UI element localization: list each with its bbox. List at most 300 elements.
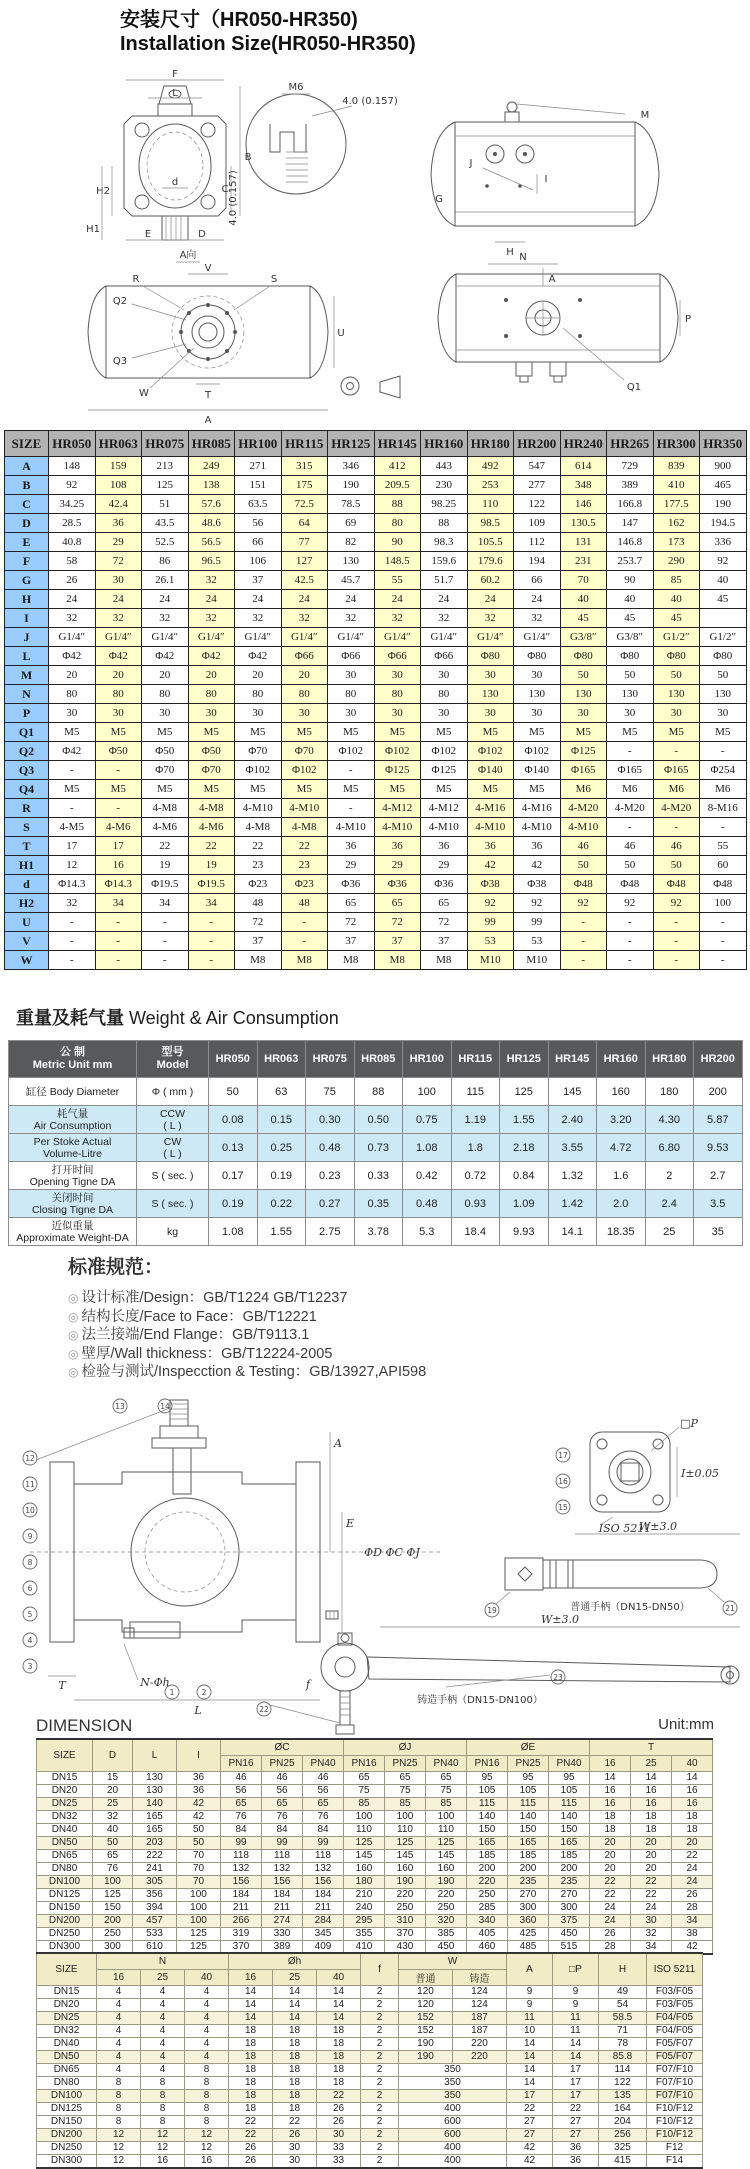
dim-value-cell: 125 [142,476,189,495]
dim1-value-cell: 24 [631,1902,672,1915]
dim-Q3: Q3 [112,356,128,367]
dim-valve-T: T [58,1679,66,1692]
dim-value-cell: 17 [49,837,96,856]
dim-value-cell: M5 [49,723,96,742]
dim1-sub-header: 16 [590,1756,631,1772]
dim-value-cell: 28.5 [49,514,96,533]
dim-value-cell: M5 [514,723,561,742]
dim1-value-cell: 25 [93,1798,133,1811]
size-column-header: HR085 [188,431,235,457]
dim1-value-cell: 533 [133,1928,177,1941]
dim1-value-cell: 75 [426,1785,467,1798]
dim-value-cell: Φ50 [142,742,189,761]
weight-value-cell: 88 [354,1078,403,1106]
dim-value-cell: 30 [49,704,96,723]
dim2-sub-header: 16 [97,1970,141,1986]
dim-value-cell: 24 [467,590,514,609]
part-balloon-9 [23,1529,37,1543]
dim1-value-cell: 100 [385,1811,426,1824]
dim-value-cell: 127 [281,552,328,571]
weight-value-cell: 0.50 [354,1106,403,1134]
dim1-value-cell: 26 [672,1889,713,1902]
dim1-value-cell: 42 [672,1941,713,1955]
dim-value-cell: 4-M10 [560,818,607,837]
dim-value-cell: Φ23 [281,875,328,894]
dimension-unit: Unit:mm [658,1716,714,1733]
dim-value-cell: 277 [514,476,561,495]
dim-value-cell: 30 [328,704,375,723]
dim-value-cell: 36 [374,837,421,856]
dim1-value-cell: 165 [133,1811,177,1824]
dim2-h-cell: 78 [599,2038,647,2051]
dim2-f-cell: 2 [361,2025,399,2038]
dim1-value-cell: 140 [133,1798,177,1811]
dim-row-header: M [5,666,49,685]
dim2-h-cell: 71 [599,2025,647,2038]
dim1-value-cell: 65 [303,1798,344,1811]
dim2-oh-cell: 22 [273,2116,317,2129]
dim-value-cell: G1/4″ [142,628,189,647]
dim1-value-cell: 46 [303,1772,344,1785]
weight-value-cell: 0.17 [209,1162,258,1190]
dim-value-cell: M5 [188,780,235,799]
dim-F: F [172,69,178,80]
dim-M6: M6 [288,82,304,93]
dim2-n-cell: 8 [141,2103,185,2116]
dim-value-cell: 315 [281,457,328,476]
dim-value-cell: 4-M20 [560,799,607,818]
dim1-value-cell: 210 [344,1889,385,1902]
dim1-value-cell: 385 [426,1928,467,1941]
dim-value-cell: Φ23 [235,875,282,894]
dim-A-arrow: A [548,274,556,285]
dim1-value-cell: 75 [385,1785,426,1798]
dim-value-cell: 547 [514,457,561,476]
dim-value-cell: - [281,932,328,951]
dim-value-cell: M5 [467,723,514,742]
weight-value-cell: 1.55 [257,1218,306,1246]
dim-value-cell: Φ80 [514,647,561,666]
dim-value-cell: 24 [235,590,282,609]
standards-item [68,1363,426,1382]
weight-value-cell: 2.75 [306,1218,355,1246]
dim-value-cell: 30 [421,704,468,723]
dim-value-cell: 729 [607,457,654,476]
weight-heading-en: Weight & Air Consumption [124,1008,339,1028]
dim-value-cell: - [700,913,747,932]
dim-value-cell: 26.1 [142,571,189,590]
dim1-value-cell: 160 [426,1863,467,1876]
dim-I: I [544,174,548,185]
dim-valve-DCJ: ΦD ΦC ΦJ [364,1546,420,1559]
dim-value-cell: 336 [700,533,747,552]
dim-value-cell: 37 [235,571,282,590]
dim-value-cell: Φ102 [235,761,282,780]
dim1-value-cell: 184 [262,1889,303,1902]
dim-value-cell: 92 [700,552,747,571]
dim1-value-cell: 24 [672,1863,713,1876]
dim-value-cell: 30 [95,704,142,723]
dim1-value-cell: 200 [93,1915,133,1928]
dim-value-cell: Φ254 [700,761,747,780]
size-column-header: HR180 [467,431,514,457]
standards-item-text: 法兰接端/End Flange：GB/T9113.1 [81,1327,310,1343]
dim2-n-cell: 4 [141,1986,185,1999]
dim2-oh-cell: 18 [229,2103,273,2116]
dim-V: V [204,263,212,274]
weight-value-cell: 3.78 [354,1218,403,1246]
weight-row-label: Per Stoke Actual Volume-Litre [9,1134,137,1162]
dim1-value-cell: 274 [262,1915,303,1928]
dim-value-cell: G1/2″ [653,628,700,647]
dim1-value-cell: 130 [133,1772,177,1785]
dim-value-cell: 86 [142,552,189,571]
dim-value-cell: 80 [235,685,282,704]
dim2-n-cell: 8 [185,2090,229,2103]
dim-value-cell: Φ125 [374,761,421,780]
label-standard-handle: 普通手柄（DN15-DN50） [570,1602,690,1613]
dim-value-cell: 63.5 [235,495,282,514]
dimension-heading [36,1716,714,1736]
dim-value-cell: M5 [560,723,607,742]
dim-R: R [132,274,140,285]
weight-value-cell: 9.53 [694,1134,743,1162]
dim-value-cell: Φ48 [560,875,607,894]
dim1-value-cell: 211 [303,1902,344,1915]
dim-value-cell: M10 [514,951,561,970]
dim-value-cell: 22 [188,837,235,856]
part-balloon-17 [556,1448,570,1462]
dim1-value-cell: 95 [508,1772,549,1785]
dim-value-cell: M5 [281,780,328,799]
standards-item [68,1326,426,1345]
dim1-value-cell: 409 [303,1941,344,1955]
dim-value-cell: 4-M10 [281,799,328,818]
dim1-value-cell: 284 [303,1915,344,1928]
dim2-oh-cell: 26 [229,2142,273,2155]
dim2-n-cell: 16 [185,2155,229,2169]
dim-value-cell: 80 [142,685,189,704]
dim-value-cell: Φ80 [560,647,607,666]
dim-value-cell: 24 [188,590,235,609]
dim-row-header: S [5,818,49,837]
dim2-oh-cell: 18 [229,2090,273,2103]
dim-value-cell: 271 [235,457,282,476]
dim-value-cell: 72.5 [281,495,328,514]
dim2-n-cell: 8 [97,2090,141,2103]
dim-value-cell: - [95,932,142,951]
size-column-header: HR145 [374,431,421,457]
dim-value-cell: 45 [653,609,700,628]
dim-value-cell: 37 [235,932,282,951]
standards-item [68,1345,426,1364]
dim-value-cell: 37 [421,932,468,951]
dim-H1: H1 [86,224,100,235]
dn-size-cell: DN20 [37,1999,97,2012]
dim1-value-cell: 18 [590,1811,631,1824]
dim1-value-cell: 65 [262,1798,303,1811]
svg-text:5: 5 [27,1609,33,1619]
dim-value-cell: 40 [560,590,607,609]
weight-value-cell: 1.55 [500,1106,549,1134]
dim-value-cell: Φ80 [653,647,700,666]
dim-value-cell: - [700,742,747,761]
dim1-value-cell: 150 [549,1824,590,1837]
dim2-h-cell: 122 [599,2077,647,2090]
section-symbols [341,376,400,398]
dim-value-cell: - [328,799,375,818]
dim-value-cell: G1/4″ [235,628,282,647]
dim1-value-cell: 38 [672,1928,713,1941]
dim-value-cell: 34.25 [49,495,96,514]
weight-unit-cell: S ( sec. ) [137,1162,209,1190]
installation-drawings [0,52,750,428]
weight-value-cell: 2.7 [694,1162,743,1190]
dim1-group-header: ØJ [344,1739,467,1756]
dim-T: T [204,390,212,401]
dim1-value-cell: 515 [549,1941,590,1955]
dim-value-cell: M5 [374,780,421,799]
weight-heading-zh: 重量及耗气量 [16,1008,124,1028]
weight-value-cell: 0.33 [354,1162,403,1190]
standards-item-text: 检验与测试/Inspecction & Testing：GB/13927,API598 [81,1364,427,1380]
dim-value-cell: 20 [142,666,189,685]
dim-value-cell: M5 [235,723,282,742]
dim2-oh-cell: 14 [273,1986,317,1999]
dim-value-cell: 20 [235,666,282,685]
dim-value-cell: 130 [514,685,561,704]
dim-value-cell: 30 [700,704,747,723]
dim-handle1-W: W±3.0 [638,1520,678,1533]
dim2-n-cell: 4 [185,1986,229,1999]
dim2-oh-cell: 18 [273,2077,317,2090]
dim2-oh-cell: 26 [317,2103,361,2116]
dim-row-header: P [5,704,49,723]
standards-item [68,1289,426,1308]
size-header: SIZE [5,431,49,457]
dim-value-cell: 146 [560,495,607,514]
dim-value-cell: - [142,913,189,932]
weight-value-cell: 1.19 [451,1106,500,1134]
page-title-zh: 安装尺寸（HR050-HR350) [120,9,358,31]
dim1-value-cell: 320 [426,1915,467,1928]
dim1-value-cell: 156 [262,1876,303,1889]
dim2-f-cell: 2 [361,2090,399,2103]
dim-value-cell: 32 [235,609,282,628]
weight-value-cell: 50 [209,1078,258,1106]
weight-unit-cell: Φ ( mm ) [137,1078,209,1106]
dim2-oh-cell: 18 [229,2077,273,2090]
dim-row-header: R [5,799,49,818]
dim1-value-cell: 220 [467,1876,508,1889]
dim-value-cell: 29 [421,856,468,875]
dim-value-cell: 110 [467,495,514,514]
dim-value-cell: 23 [235,856,282,875]
dim2-sub-header: 普通 [399,1970,453,1986]
dim-J: J [469,158,473,169]
dim-value-cell: 130 [560,685,607,704]
dim2-f-cell: 2 [361,1999,399,2012]
dim2-oh-cell: 30 [273,2155,317,2169]
dim1-value-cell: 310 [385,1915,426,1928]
dim2-p-cell: 36 [553,2142,599,2155]
standards-item-text: 设计标准/Design：GB/T1224 GB/T12237 [81,1290,348,1306]
weight-value-cell: 160 [597,1078,646,1106]
part-balloon-2 [197,1685,211,1699]
dim2-oh-cell: 18 [273,2090,317,2103]
dim2-f-cell: 2 [361,2116,399,2129]
dim-value-cell: 80 [374,685,421,704]
dim-value-cell: - [95,799,142,818]
dim-value-cell: Φ38 [467,875,514,894]
dim2-n-cell: 8 [185,2116,229,2129]
dim-value-cell: M5 [421,780,468,799]
dim-value-cell: 4-M20 [607,799,654,818]
dim2-oh-cell: 14 [317,1999,361,2012]
dim-value-cell: Φ66 [421,647,468,666]
dim2-sub-header: 25 [273,1970,317,1986]
dim1-value-cell: 20 [590,1863,631,1876]
dim1-sub-header: PN16 [344,1756,385,1772]
thread-detail-view [228,82,398,226]
dim1-value-cell: 100 [177,1889,221,1902]
dim-value-cell: 24 [49,590,96,609]
dim1-value-cell: 150 [508,1824,549,1837]
dim-value-cell: 65 [374,894,421,913]
svg-text:9: 9 [27,1531,33,1541]
dim1-value-cell: 190 [385,1876,426,1889]
actuator-a-view [88,248,345,426]
dim2-n-cell: 4 [97,2025,141,2038]
svg-text:2: 2 [201,1687,207,1697]
dim2-oh-cell: 14 [229,1986,273,1999]
dim1-value-cell: 16 [672,1785,713,1798]
dim2-p-cell: 9 [553,1986,599,1999]
dim1-value-cell: 132 [262,1863,303,1876]
svg-text:17: 17 [558,1450,568,1460]
label-square-P: □P [680,1417,698,1430]
dim1-value-cell: 40 [93,1824,133,1837]
dim-value-cell: 253.7 [607,552,654,571]
dim2-iso-cell: F07/F10 [647,2077,703,2090]
dim-N: N [519,252,527,263]
dim-row-header: E [5,533,49,552]
dim2-w-cell: 120 [399,1986,453,1999]
weight-value-cell: 4.30 [645,1106,694,1134]
weight-value-cell: 14.1 [548,1218,597,1246]
dim-value-cell: Φ140 [514,761,561,780]
dim1-value-cell: 50 [177,1837,221,1850]
dn-size-cell: DN40 [37,1824,93,1837]
dim1-value-cell: 22 [672,1850,713,1863]
svg-text:21: 21 [725,1603,735,1613]
dim-value-cell: 56.5 [188,533,235,552]
dim1-value-cell: 28 [672,1902,713,1915]
dim-value-cell: 92 [560,894,607,913]
weight-column-header: HR075 [306,1041,355,1078]
dim-value-cell: 4-M10 [374,818,421,837]
dim1-value-cell: 20 [93,1785,133,1798]
dim1-value-cell: 32 [93,1811,133,1824]
dim-L: L [172,88,178,99]
dim2-iso-cell: F10/F12 [647,2116,703,2129]
part-balloon-12 [23,1451,37,1465]
dim-row-header: F [5,552,49,571]
dim1-value-cell: 190 [426,1876,467,1889]
dim1-value-cell: 450 [549,1928,590,1941]
dim-value-cell: - [607,932,654,951]
size-column-header: HR200 [514,431,561,457]
dim-value-cell: Φ80 [700,647,747,666]
weight-section-heading [16,1004,339,1030]
dim-value-cell: M8 [235,951,282,970]
dim2-a-cell: 42 [507,2155,553,2169]
dim-value-cell: 50 [607,856,654,875]
dim2-f-cell: 2 [361,2129,399,2142]
dim-value-cell: 32 [142,609,189,628]
svg-text:15: 15 [558,1502,568,1512]
dim2-h-cell: 164 [599,2103,647,2116]
dim2-p-cell: 17 [553,2077,599,2090]
dim-value-cell: 19 [142,856,189,875]
dim1-value-cell: 18 [590,1824,631,1837]
dim1-value-cell: 16 [631,1798,672,1811]
dim-row-header: D [5,514,49,533]
dim-value-cell: - [95,761,142,780]
dim-value-cell: M5 [95,780,142,799]
dim-value-cell: - [607,951,654,970]
dim1-value-cell: 76 [303,1811,344,1824]
dim2-n-cell: 8 [97,2077,141,2090]
dim1-value-cell: 203 [133,1837,177,1850]
standards-item [68,1308,426,1327]
dim-value-cell: Φ48 [607,875,654,894]
dim-value-cell: 43.5 [142,514,189,533]
dim-value-cell: 72 [235,913,282,932]
dim1-value-cell: 22 [631,1876,672,1889]
dim2-iso-cell: F07/F10 [647,2064,703,2077]
dim-row-header: T [5,837,49,856]
dim-value-cell: 92 [514,894,561,913]
dim-value-cell: - [700,818,747,837]
dim-value-cell: - [95,913,142,932]
dim-value-cell: 22 [142,837,189,856]
dim2-oh-cell: 18 [317,2038,361,2051]
dim-value-cell: 162 [653,514,700,533]
dim-value-cell: Φ42 [95,647,142,666]
dim-value-cell: 32 [95,609,142,628]
dim-value-cell: 22 [235,837,282,856]
dim-B: B [244,152,252,163]
dim1-value-cell: 300 [93,1941,133,1955]
dim1-value-cell: 295 [344,1915,385,1928]
dim1-value-cell: 16 [631,1785,672,1798]
dim1-group-header: ØE [467,1739,590,1756]
dim-value-cell: 130 [653,685,700,704]
dim-value-cell: 290 [653,552,700,571]
dim2-p-cell: 11 [553,2012,599,2025]
dim1-value-cell: 26 [590,1928,631,1941]
dim1-value-cell: 140 [508,1811,549,1824]
dim1-value-cell: 425 [508,1928,549,1941]
dim-value-cell: 32 [188,571,235,590]
dim2-p-cell: 17 [553,2090,599,2103]
dim1-value-cell: 405 [467,1928,508,1941]
dim-value-cell: 32 [188,609,235,628]
dn-size-cell: DN300 [37,1941,93,1955]
dim-value-cell: 30 [281,704,328,723]
weight-value-cell: 0.25 [257,1134,306,1162]
